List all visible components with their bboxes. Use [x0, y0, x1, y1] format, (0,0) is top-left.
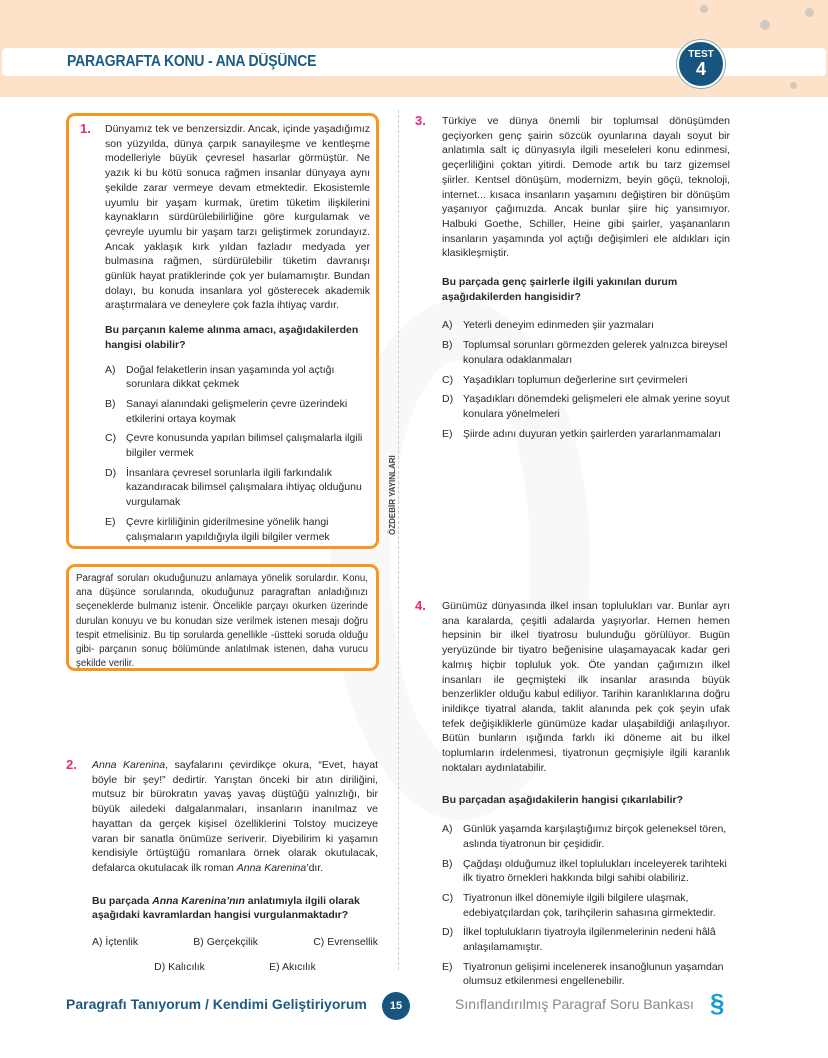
option[interactable]: [442, 392, 730, 421]
question-4: [442, 599, 730, 994]
option-letter: D): [105, 466, 117, 479]
option-letter: E): [442, 427, 453, 440]
question-text: Günümüz dünyasında ilkel insan toplulukları var. Bunlar ayrı ana karalarda, çeşitli adalarda yaşıyorlar. Hemen hemen hepsinin bir ilkel tiyatrosu bulunduğu görülüyor. Bugün yeryüzünde bir tiyatro beğenisine ulaşamayacak kadar geri kalmış hiçbir topluluk yok. Öte yandan çağımızın ilkel insanları ile geçmişteki ilk insanlar arasında büyük benzerlikler olduğu kabul ediliyor. Tarihin karanlıklarına doğru inildikçe tiyatral alanda, taklit alanında pek çok şeyin ufak tefek değişikliklerle günümüze kadar ulaşabildiği anlaşılıyor. Bütün bunların ışığında farklı iki döneme ait bu ilkel toplumların irdelenmesi, tiyatronun geçmişiyle ilgili karanlık noktaları aydınlatabilir.: [442, 600, 730, 774]
info-text: Paragraf soruları okuduğunuzu anlamaya yönelik sorulardır. Konu, ana düşünce sorularında, okuduğunuz paragraftan anladığınızı seçeneklerde bulmanız istenir. Öncelikle parçayı okurken üzerinde durulan konuyu ve bu konudan size verilmek istenen mesajı doğru tespit etmelisiniz. Bu tip sorularda genellikle -üstteki soruda olduğu gibi- parçanın sonuç bölümünde anlatılmak istenen, daha vurucu şekilde verilir.: [76, 573, 368, 670]
option-text: Günlük yaşamda karşılaştığımız birçok geleneksel tören, aslında tiyatronun bir çeşididir.: [463, 823, 727, 850]
question-3: [442, 114, 730, 446]
option-text: Sanayi alanındaki gelişmelerin çevre üzerindeki etkilerini ortaya koymak: [126, 397, 348, 425]
options-list: [105, 363, 370, 545]
question-stem: Bu parçanın kaleme alınma amacı, aşağıdakilerden hangisi olabilir?: [105, 324, 359, 351]
option-letter: C): [105, 432, 117, 445]
test-badge: [677, 40, 725, 88]
options-list: [442, 318, 730, 441]
text: ’dır.: [306, 861, 324, 874]
option-text: Şiirde adını duyuran yetkin şairlerden yararlanmamaları: [463, 427, 721, 440]
option[interactable]: [442, 960, 730, 989]
test-label: TEST: [688, 49, 714, 60]
molecule-decoration: [700, 5, 708, 13]
options-list: [442, 822, 730, 989]
book-title: Anna Karenina: [236, 861, 307, 874]
molecule-decoration: [790, 82, 797, 89]
option-text: Doğal felaketlerin insan yaşamında yol açtığı sorunlara dikkat çekmek: [126, 363, 335, 391]
option-text: İnsanlara çevresel sorunlarla ilgili farkındalık kazandıracak bilimsel çalışmalara ihtiyaç olduğunu vurgulamak: [126, 466, 362, 509]
question-text: Dünyamız tek ve benzersizdir. Ancak, içinde yaşadığımız son yüzyılda, dünya çarpık sanayileşme ve kentleşme modelleriyle büyük çevresel hasarlar görmüştür. Ne yazık ki bu kötü sonuca rağmen insanlar dünyaya aynı şekilde zarar vermeye devam etmektedir. Ekosistemle uyumlu bir yaşam kurmak, üretim tüketim ilişkilerini kaynakların sürdürülebilirliğine göre kurgulamak ve çevreyle uyumlu bir yaşam tarzı geliştirmek zorundayız. Ancak yaklaşık kırk yıldan fazladır medyada yer bulmasına rağmen, sürdürülebilir tüketim davranışı günlük hayat pratiklerinde çok yer bulamamıştır. Bundan dolayı, bu konuda insanlara yol gösterecek akademik araştırmalara ve deneylere çok fazla ihtiyaç vardır.: [105, 123, 370, 312]
molecule-decoration: [805, 8, 814, 17]
question-number: 1.: [80, 121, 91, 136]
option[interactable]: [105, 431, 370, 460]
option-text: Çevre konusunda yapılan bilimsel çalışmalarla ilgili bilgiler vermek: [126, 432, 363, 460]
option-letter: A): [442, 823, 453, 836]
option[interactable]: [105, 466, 370, 510]
option-letter: E): [442, 960, 453, 973]
text: , sayfalarını çevirdikçe okura, “Evet, hayat böyle bir şey!” dedirtir. Yarıştan önceki bir atın diriliğini, mutsuz bir bürokratın yavaş yavaş düştüğü yalnızlığı, bir büyük ailedeki dalgalanmaları, insanların inanılmaz ve hayattan da gerçek kişisel özelliklerini Tolstoy mucizeye varan bir sanatla önümüze seriverir. Diyebilirim ki yaşamın kendisiyle örtüştüğü romanlara örnek olarak okutulacak, defalarca okutulacak ilk roman: [92, 759, 378, 874]
option[interactable]: [442, 891, 730, 920]
option-letter: D): [442, 926, 454, 939]
column-divider: [398, 110, 399, 970]
question-number: 2.: [66, 757, 77, 772]
option-letter: B): [442, 857, 453, 870]
option[interactable]: C) Evrensellik: [313, 936, 378, 949]
option[interactable]: [442, 857, 730, 886]
option-text: Tiyatronun gelişimi incelenerek insanoğlunun yaşamdan olumsuz etkilenmesi engellenebilir.: [463, 960, 724, 988]
test-number: 4: [695, 59, 706, 79]
option-text: Yeterli deneyim edinmeden şiir yazmaları: [463, 319, 655, 332]
option-text: Yaşadıkları toplumun değerlerine sırt çevirmeleri: [463, 373, 688, 386]
option[interactable]: [442, 822, 730, 851]
question-text: [92, 758, 378, 876]
page-header: [0, 0, 828, 97]
option[interactable]: [105, 363, 370, 392]
option[interactable]: A) İçtenlik: [92, 936, 139, 949]
text: Anna Karenina’nın: [152, 894, 245, 907]
option-text: Çevre kirliliğinin giderilmesine yönelik hangi çalışmaların yapıldığıyla ilgili bilgiler vermek: [126, 515, 330, 543]
option-letter: B): [442, 339, 453, 352]
option[interactable]: D) Kalıcılık: [154, 960, 205, 973]
option[interactable]: [442, 373, 730, 388]
page-number: 15: [382, 992, 410, 1020]
option[interactable]: [105, 515, 370, 544]
option-letter: A): [105, 363, 116, 376]
publisher-label: ÖZDEBİR YAYINLARI: [388, 455, 397, 535]
book-title: Anna Karenina: [92, 759, 166, 771]
question-number: 3.: [415, 113, 426, 128]
question-stem: [92, 894, 378, 923]
option-letter: A): [442, 319, 453, 332]
option-letter: E): [105, 515, 116, 528]
question-number: 4.: [415, 598, 426, 613]
option-letter: D): [442, 393, 454, 406]
option[interactable]: [442, 338, 730, 367]
option[interactable]: [442, 318, 730, 333]
option-letter: C): [442, 373, 454, 386]
molecule-decoration: [760, 20, 770, 30]
option-text: Yaşadıkları dönemdeki gelişmeleri ele almak yerine soyut konulara yönelmeleri: [463, 393, 730, 420]
section-logo-icon: §: [710, 988, 725, 1018]
option-letter: B): [105, 397, 116, 410]
footer-left: Paragrafı Tanıyorum / Kendimi Geliştiriyorum: [66, 996, 367, 1012]
option-text: Toplumsal sorunları görmezden gelerek yalnızca bireysel konulara odaklanmaları: [463, 339, 728, 366]
option[interactable]: [442, 427, 730, 442]
option-text: Çağdaşı olduğumuz ilkel toplulukları inceleyerek tarihteki ilk tiyatro örnekleri hakkında bilgi sahibi olabiliriz.: [463, 857, 727, 885]
option-letter: C): [442, 891, 454, 904]
option[interactable]: [442, 925, 730, 954]
question-1: [105, 122, 370, 549]
page-title: PARAGRAFTA KONU - ANA DÜŞÜNCE: [67, 53, 317, 70]
question-stem: Bu parçada genç şairlerle ilgili yakınılan durum aşağıdakilerden hangisidir?: [442, 276, 678, 303]
question-2: [92, 758, 378, 974]
footer-right: Sınıflandırılmış Paragraf Soru Bankası: [455, 996, 694, 1012]
text: Bu parçada: [92, 894, 153, 907]
option-text: İlkel toplulukların tiyatroyla ilgilenmelerinin nedeni hâlâ anlaşılamamıştır.: [463, 926, 716, 954]
option[interactable]: B) Gerçekçilik: [193, 936, 259, 949]
option[interactable]: [105, 397, 370, 426]
option[interactable]: E) Akıcılık: [269, 960, 316, 973]
text: anlatımıyla ilgili olarak aşağıdaki kavramlardan hangisi vurgulanmaktadır?: [92, 894, 360, 922]
question-stem: Bu parçadan aşağıdakilerin hangisi çıkarılabilir?: [442, 794, 684, 807]
option-text: Tiyatronun ilkel dönemiyle ilgili bilgilere ulaşmak, edebiyatçılardan çok, tarihçilerin sahasına girmektedir.: [463, 891, 716, 919]
question-text: Türkiye ve dünya önemli bir toplumsal dönüşümden geçiyorken genç şairin sözcük oyunlarına dayalı soyut bir anlatımla salt iç dünyasıyla ilgili meseleleri konu edinmesi, geçerliliğini çoktan yitirdi. Demode artık bu tarz gizemsel şiirler. Kentsel dönüşüm, modernizm, beyin göçü, teknoloji, internet... kısaca insanların yaşamını değiştiren bir dönüşüm yaşanıyor çağımızda. Ancak bunlar şiire hiç yansımıyor. Halbuki Goethe, Schiller, Heine gibi şairler, yaşananların insanların yaşamında yol açtığı değişimleri ele aldıkları için klasikleşmiştir.: [442, 115, 730, 260]
